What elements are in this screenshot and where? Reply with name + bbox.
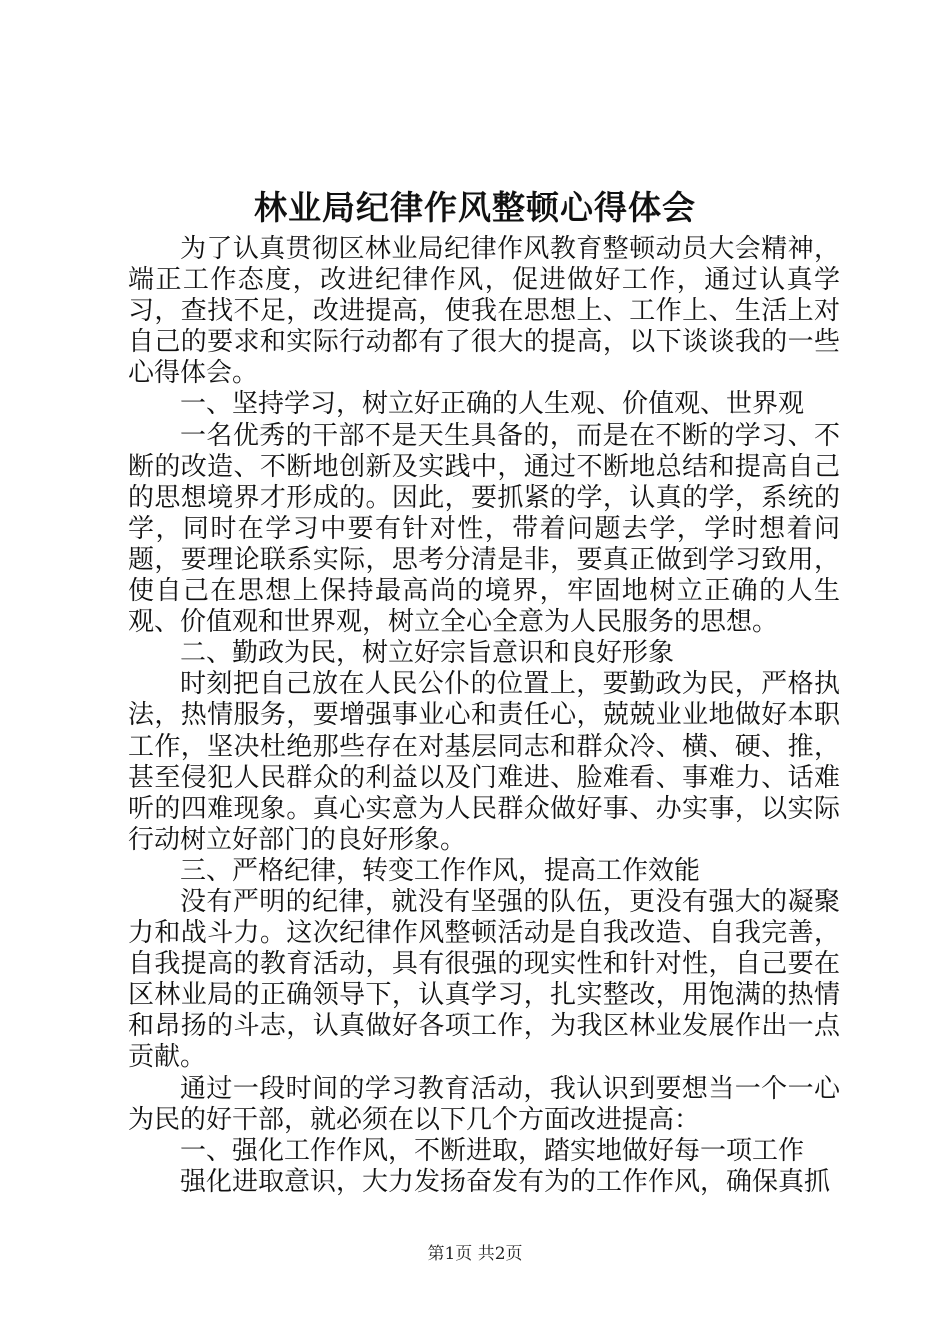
paragraph-3: 没有严明的纪律，就没有坚强的队伍，更没有强大的凝聚力和战斗力。这次纪律作风整顿活动是自我改造、自我完善，自我提高的教育活动，具有很强的现实性和针对性，自己要在区林业局的正确领导下，认真学习，扎实整改，用饱满的热情和昂扬的斗志，认真做好各项工作，为我区林业发展作出一点贡献。 bbox=[128, 886, 840, 1073]
document-body bbox=[128, 234, 840, 1198]
paragraph-5: 强化进取意识，大力发扬奋发有为的工作作风，确保真抓 bbox=[180, 1166, 831, 1197]
section-heading-3: 三、严格纪律，转变工作作风，提高工作效能 bbox=[180, 855, 701, 886]
section-heading-1: 一、坚持学习，树立好正确的人生观、价值观、世界观 bbox=[180, 389, 805, 420]
document-title: 林业局纪律作风整顿心得体会 bbox=[254, 188, 696, 227]
paragraph-1: 一名优秀的干部不是天生具备的，而是在不断的学习、不断的改造、不断地创新及实践中，通过不断地总结和提高自己的思想境界才形成的。因此，要抓紧的学，认真的学，系统的学，同时在学习中要有针对性，带着问题去学，学时想着问题，要理论联系实际，思考分清是非，要真正做到学习致用，使自己在思想上保持最高尚的境界，牢固地树立正确的人生观、价值观和世界观，树立全心全意为人民服务的思想。 bbox=[128, 420, 840, 638]
paragraph-4: 通过一段时间的学习教育活动，我认识到要想当一个一心为民的好干部，就必须在以下几个方面改进提高： bbox=[128, 1073, 840, 1135]
section-heading-2: 二、勤政为民，树立好宗旨意识和良好形象 bbox=[180, 638, 675, 669]
paragraph-intro: 为了认真贯彻区林业局纪律作风教育整顿动员大会精神，端正工作态度，改进纪律作风，促进做好工作，通过认真学习，查找不足，改进提高，使我在思想上、工作上、生活上对自己的要求和实际行动都有了很大的提高，以下谈谈我的一些心得体会。 bbox=[128, 234, 840, 389]
page-footer: 第1页 共2页 bbox=[427, 1244, 523, 1264]
section-heading-4: 一、强化工作作风，不断进取，踏实地做好每一项工作 bbox=[180, 1135, 805, 1166]
paragraph-2: 时刻把自己放在人民公仆的位置上，要勤政为民，严格执法，热情服务，要增强事业心和责任心，兢兢业业地做好本职工作，坚决杜绝那些存在对基层同志和群众冷、横、硬、推，甚至侵犯人民群众的利益以及门难进、脸难看、事难力、话难听的四难现象。真心实意为人民群众做好事、办实事，以实际行动树立好部门的良好形象。 bbox=[128, 669, 840, 855]
